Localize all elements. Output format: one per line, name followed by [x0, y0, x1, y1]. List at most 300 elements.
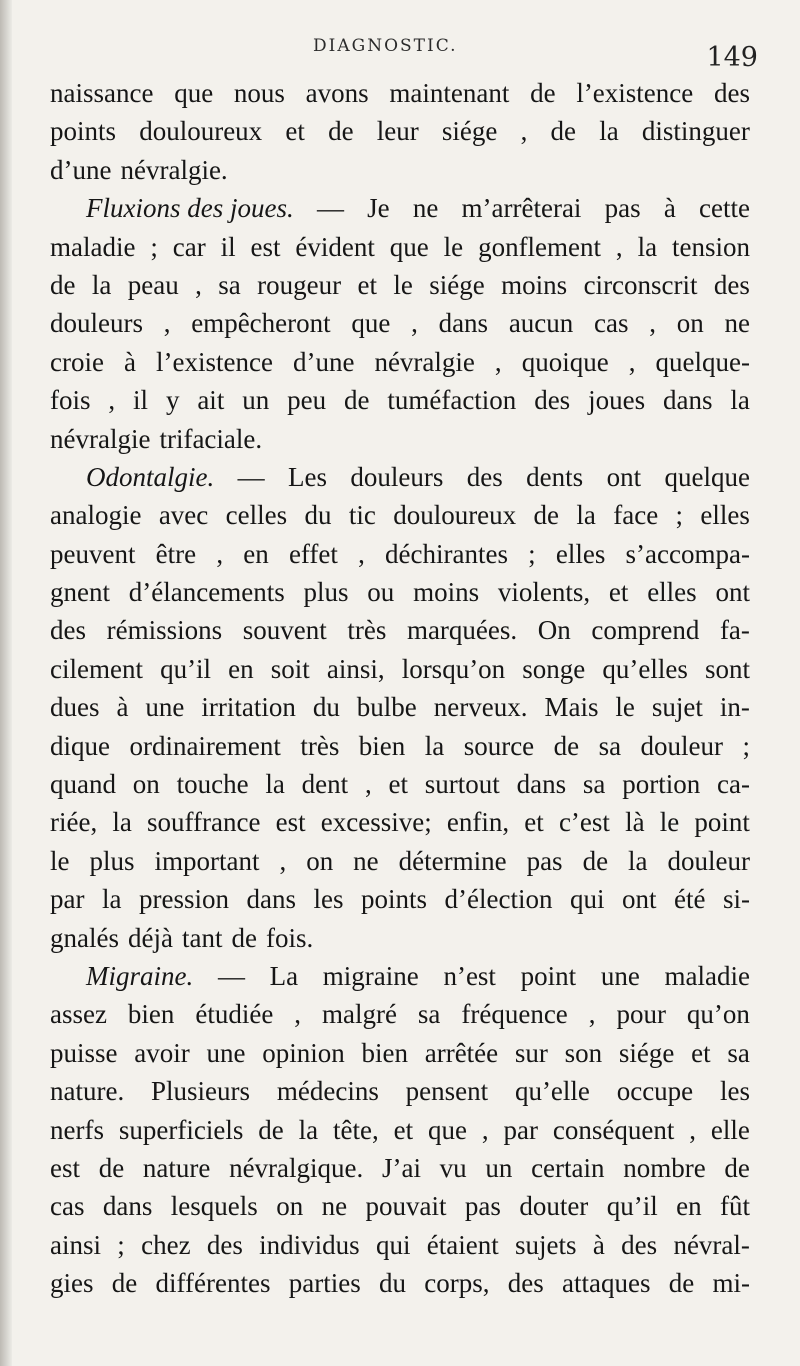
section-heading: Migraine.	[86, 960, 194, 991]
text-line	[50, 304, 750, 342]
word: le	[50, 845, 70, 876]
word: on	[276, 1191, 304, 1222]
word: et	[357, 269, 378, 300]
text-line	[50, 842, 750, 880]
word: qu’on	[686, 999, 750, 1030]
word: siége	[618, 1037, 675, 1068]
word: qu’il	[606, 1191, 658, 1222]
word: celles	[225, 500, 288, 531]
word: détermine	[398, 845, 507, 876]
text-line	[50, 803, 750, 841]
word: que	[389, 231, 429, 262]
word: des	[50, 615, 86, 646]
word: ainsi,	[326, 653, 385, 684]
word: aucun	[508, 308, 574, 339]
text-line	[50, 765, 750, 803]
word: arrêtée	[424, 1037, 499, 1068]
word: de	[724, 1152, 750, 1183]
word: nature.	[50, 1076, 125, 1107]
word: de	[550, 116, 576, 147]
word: sa	[727, 1037, 750, 1068]
text-line	[50, 1264, 750, 1302]
word: nombre	[623, 1152, 706, 1183]
section-heading: Fluxions des joues.	[86, 193, 294, 224]
word: ,	[588, 999, 596, 1030]
word: surtout	[424, 769, 500, 800]
word: cas	[594, 308, 629, 339]
word: pression	[138, 884, 229, 915]
word: touche	[176, 769, 249, 800]
word: fois	[50, 385, 91, 416]
word: nature	[142, 1152, 211, 1183]
word: et	[524, 807, 544, 838]
word: quelque-	[655, 346, 750, 377]
word: —	[316, 193, 344, 224]
word: superficiels	[118, 1114, 244, 1145]
word: son	[564, 1037, 603, 1068]
word: croie	[50, 346, 104, 377]
word: points	[360, 884, 427, 915]
text-line	[50, 266, 750, 304]
word: rémissions	[106, 615, 223, 646]
word: par	[50, 884, 85, 915]
word: vu	[439, 1152, 467, 1183]
word: bien	[361, 1037, 408, 1068]
word: ,	[628, 346, 636, 377]
word: ;	[117, 1229, 125, 1260]
word: avons	[305, 78, 369, 108]
word: la	[91, 269, 112, 300]
word: en	[243, 538, 269, 569]
word: La	[269, 960, 299, 991]
word: d’élancements	[128, 577, 285, 608]
word: empêcheront	[191, 308, 331, 339]
word: dans	[246, 884, 296, 915]
word: dans	[516, 769, 567, 800]
word: là	[625, 807, 645, 838]
word: des	[621, 1229, 658, 1260]
text-line	[50, 343, 750, 381]
word: On	[537, 615, 571, 646]
word: sa	[218, 269, 241, 300]
word: —	[217, 960, 245, 991]
word: pas	[464, 1191, 501, 1222]
word: quoique	[521, 346, 609, 377]
word: maladie	[50, 231, 136, 262]
word: en	[228, 653, 254, 684]
page-header	[0, 32, 800, 73]
word: joues	[588, 385, 646, 416]
word: sujet	[651, 692, 703, 723]
word: le	[393, 269, 413, 300]
word: à	[663, 193, 676, 224]
word: ;	[675, 500, 684, 531]
word: dents	[526, 461, 584, 492]
word: s’accompa-	[625, 538, 750, 569]
word: être	[155, 538, 197, 569]
word: ont	[715, 577, 750, 608]
word: et	[393, 1114, 414, 1145]
word: une	[145, 692, 185, 723]
word: évident	[295, 231, 375, 262]
word: points	[50, 116, 117, 147]
word: ainsi	[50, 1229, 101, 1260]
word: on	[306, 845, 334, 876]
word: de	[533, 500, 560, 531]
word: maladie	[664, 960, 750, 991]
word: J’ai	[381, 1152, 421, 1183]
word: sa	[417, 999, 441, 1030]
word: fois.	[265, 922, 314, 953]
word: nerveux.	[433, 692, 528, 723]
word: tuméfaction	[387, 385, 517, 416]
word: que	[174, 78, 214, 108]
word: Les	[288, 461, 328, 492]
word: sont	[704, 653, 750, 684]
word: peau	[127, 269, 179, 300]
text-line	[50, 151, 750, 189]
word: le	[659, 807, 680, 838]
word: la	[599, 116, 619, 147]
text-line	[50, 573, 750, 611]
word: ,	[615, 231, 623, 262]
word: névralgie.	[120, 154, 228, 185]
word: certain	[531, 1152, 605, 1183]
word: portion	[622, 769, 701, 800]
word: plus	[303, 577, 349, 608]
word: pensent	[405, 1076, 489, 1107]
word: d’élection	[444, 884, 553, 915]
word: nerfs	[50, 1114, 104, 1145]
word: avec	[158, 500, 209, 531]
word: pas	[604, 193, 641, 224]
word: les	[719, 1076, 750, 1107]
word: différentes	[155, 1268, 271, 1299]
word: dans	[662, 385, 713, 416]
word: ,	[163, 308, 171, 339]
word: source	[463, 730, 535, 761]
word: la	[424, 730, 445, 761]
body-text	[50, 74, 750, 1303]
word: tension	[671, 231, 750, 262]
word: sujets	[515, 1229, 577, 1260]
word: étudiée	[195, 999, 274, 1030]
word: ont	[606, 461, 642, 492]
word: le	[615, 692, 635, 723]
word: gonflement	[478, 231, 602, 262]
word: si-	[722, 884, 750, 915]
word: déchirantes	[385, 538, 508, 569]
word: ,	[481, 1114, 489, 1145]
word: il	[220, 231, 236, 262]
word: névralgie	[374, 346, 475, 377]
word: des	[466, 461, 503, 492]
text-line	[50, 688, 750, 726]
word: elles	[647, 577, 697, 608]
text-line	[50, 880, 750, 918]
word: cette	[699, 193, 750, 224]
running-head: DIAGNOSTIC.	[313, 36, 458, 56]
word: l’existence	[155, 346, 273, 377]
word: distinguer	[641, 116, 750, 147]
word: la	[576, 500, 596, 531]
section-heading: Odontalgie.	[86, 461, 215, 492]
word: fréquence	[461, 999, 568, 1030]
word: gies	[50, 1268, 94, 1299]
text-line	[50, 1226, 750, 1264]
word: ;	[528, 538, 536, 569]
word: l’existence	[576, 78, 694, 108]
word: que	[428, 1114, 467, 1145]
word: des	[713, 269, 750, 300]
word: ,	[520, 116, 528, 147]
word: que	[351, 308, 391, 339]
word: gnalés	[50, 922, 119, 953]
word: névralgie	[50, 423, 151, 454]
word: qui	[569, 884, 605, 915]
word: la	[265, 769, 285, 800]
word: été	[673, 884, 706, 915]
word: névral-	[673, 1229, 750, 1260]
word: soit	[270, 653, 310, 684]
text-line	[50, 1072, 750, 1110]
word: ne	[353, 845, 379, 876]
word: ont	[621, 884, 657, 915]
word: et	[285, 116, 305, 147]
word: moins	[413, 577, 480, 608]
text-line	[50, 650, 750, 688]
word: y	[165, 385, 180, 416]
word: dent	[301, 769, 349, 800]
word: violents,	[497, 577, 591, 608]
word: quand	[50, 769, 116, 800]
word: elles	[700, 500, 750, 531]
word: dique	[50, 730, 110, 761]
text-line	[50, 1149, 750, 1187]
word: maintenant	[389, 78, 510, 108]
word: la	[112, 807, 132, 838]
word: pouvait	[365, 1191, 447, 1222]
word: on	[132, 769, 160, 800]
text-line	[50, 1111, 750, 1149]
text-line	[50, 496, 750, 534]
word: très	[300, 730, 340, 761]
word: nous	[233, 78, 285, 108]
word: plus	[89, 845, 135, 876]
word: et	[691, 1037, 711, 1068]
word: siége	[441, 116, 498, 147]
word: ne	[724, 308, 750, 339]
word: fût	[720, 1191, 750, 1222]
text-line	[50, 535, 750, 573]
word: ne	[321, 1191, 348, 1222]
word: important	[154, 845, 260, 876]
word: analogie	[50, 500, 142, 531]
word: marquées.	[406, 615, 518, 646]
word: ca-	[717, 769, 750, 800]
word: de	[98, 1152, 125, 1183]
word: enfin,	[446, 807, 510, 838]
word: ;	[742, 730, 750, 761]
word: rougeur	[257, 269, 342, 300]
word: de	[111, 1268, 138, 1299]
word: une	[600, 960, 640, 991]
word: douleurs	[350, 461, 444, 492]
text-line	[50, 919, 750, 957]
word: ,	[195, 269, 202, 300]
word: chez	[141, 1229, 191, 1260]
word: la	[637, 231, 658, 262]
word: qu’elles	[602, 653, 688, 684]
word: à	[116, 692, 129, 723]
word: assez	[50, 999, 107, 1030]
word: de	[50, 269, 76, 300]
word: une	[206, 1037, 246, 1068]
word: des	[534, 385, 571, 416]
word: gnent	[50, 577, 110, 608]
word: très	[347, 615, 387, 646]
word: excessive;	[320, 807, 432, 838]
word: puisse	[50, 1037, 118, 1068]
word: du	[312, 692, 340, 723]
word: dans	[438, 308, 489, 339]
word: Mais	[544, 692, 599, 723]
word: parties	[288, 1268, 361, 1299]
word: un	[485, 1152, 513, 1183]
word: ,	[294, 999, 302, 1030]
word: siége	[429, 269, 485, 300]
word: à	[123, 346, 136, 377]
word: ,	[649, 308, 656, 339]
word: du	[304, 500, 332, 531]
word: névralgique.	[229, 1152, 364, 1183]
word: face	[613, 500, 659, 531]
word: Je	[367, 193, 390, 224]
text-line	[50, 458, 750, 496]
word: lorsqu’on	[401, 653, 506, 684]
word: riée,	[50, 807, 98, 838]
word: comprend	[591, 615, 700, 646]
word: ,	[279, 845, 287, 876]
word: à	[592, 1229, 605, 1260]
word: et	[388, 769, 408, 800]
word: malgré	[322, 999, 397, 1030]
word: ait	[197, 385, 225, 416]
word: douleurs	[50, 308, 143, 339]
word: ,	[411, 308, 418, 339]
word: corps,	[424, 1268, 490, 1299]
word: déjà	[127, 922, 173, 953]
word: n’est	[443, 960, 496, 991]
word: pas	[526, 845, 563, 876]
word: les	[313, 884, 344, 915]
word: par	[503, 1114, 538, 1145]
word: trifaciale.	[159, 423, 263, 454]
word: elles	[555, 538, 606, 569]
word: de	[258, 1114, 284, 1145]
word: tic	[348, 500, 376, 531]
word: cilement	[50, 653, 143, 684]
word: elle	[710, 1114, 750, 1145]
word: opinion	[262, 1037, 345, 1068]
word: effet	[288, 538, 338, 569]
word: douter	[519, 1191, 589, 1222]
page-number: 149	[706, 42, 758, 73]
word: bien	[127, 999, 175, 1030]
word: la	[628, 845, 648, 876]
word: ,	[494, 346, 502, 377]
word: point	[694, 807, 750, 838]
word: ,	[364, 769, 372, 800]
word: de	[530, 78, 556, 108]
word: ne	[412, 193, 439, 224]
word: migraine	[322, 960, 419, 991]
word: sa	[582, 769, 606, 800]
text-line	[50, 995, 750, 1033]
word: de	[328, 116, 354, 147]
word: de	[582, 845, 609, 876]
word: ,	[358, 538, 365, 569]
word: m’arrêterai	[461, 193, 582, 224]
word: souffrance	[147, 807, 261, 838]
word: des	[206, 1229, 243, 1260]
word: de	[343, 385, 370, 416]
word: in-	[719, 692, 750, 723]
word: qui	[375, 1229, 411, 1260]
word: ou	[367, 577, 395, 608]
word: il	[133, 385, 149, 416]
word: dues	[50, 692, 100, 723]
word: bien	[358, 730, 406, 761]
word: naissance	[50, 78, 154, 108]
word: le	[443, 231, 464, 262]
word: lesquels	[170, 1191, 258, 1222]
text-line	[50, 727, 750, 765]
text-line	[50, 381, 750, 419]
word: moins	[501, 269, 568, 300]
page-edge-shadow	[0, 0, 12, 1366]
word: étaient	[426, 1229, 499, 1260]
word: médecins	[276, 1076, 379, 1107]
word: on	[676, 308, 704, 339]
word: tête,	[332, 1114, 379, 1145]
word: attaques	[562, 1268, 651, 1299]
word: ,	[689, 1114, 696, 1145]
word: quelque	[664, 461, 750, 492]
word: mi-	[712, 1268, 750, 1299]
word: ,	[108, 385, 116, 416]
word: en	[676, 1191, 702, 1222]
word: bulbe	[356, 692, 417, 723]
word: —	[237, 461, 265, 492]
word: sa	[598, 730, 622, 761]
word: qu’il	[160, 653, 212, 684]
word: individus	[259, 1229, 360, 1260]
word: est	[250, 231, 281, 262]
text-line	[50, 112, 750, 150]
text-line	[50, 74, 750, 112]
word: du	[378, 1268, 406, 1299]
word: est	[50, 1152, 80, 1183]
word: et	[608, 577, 629, 608]
word: de	[668, 1268, 695, 1299]
text-line	[50, 611, 750, 649]
text-line	[50, 957, 750, 995]
word: souvent	[242, 615, 327, 646]
word: irritation	[201, 692, 296, 723]
word: d’une	[50, 154, 112, 185]
word: ,	[216, 538, 224, 569]
